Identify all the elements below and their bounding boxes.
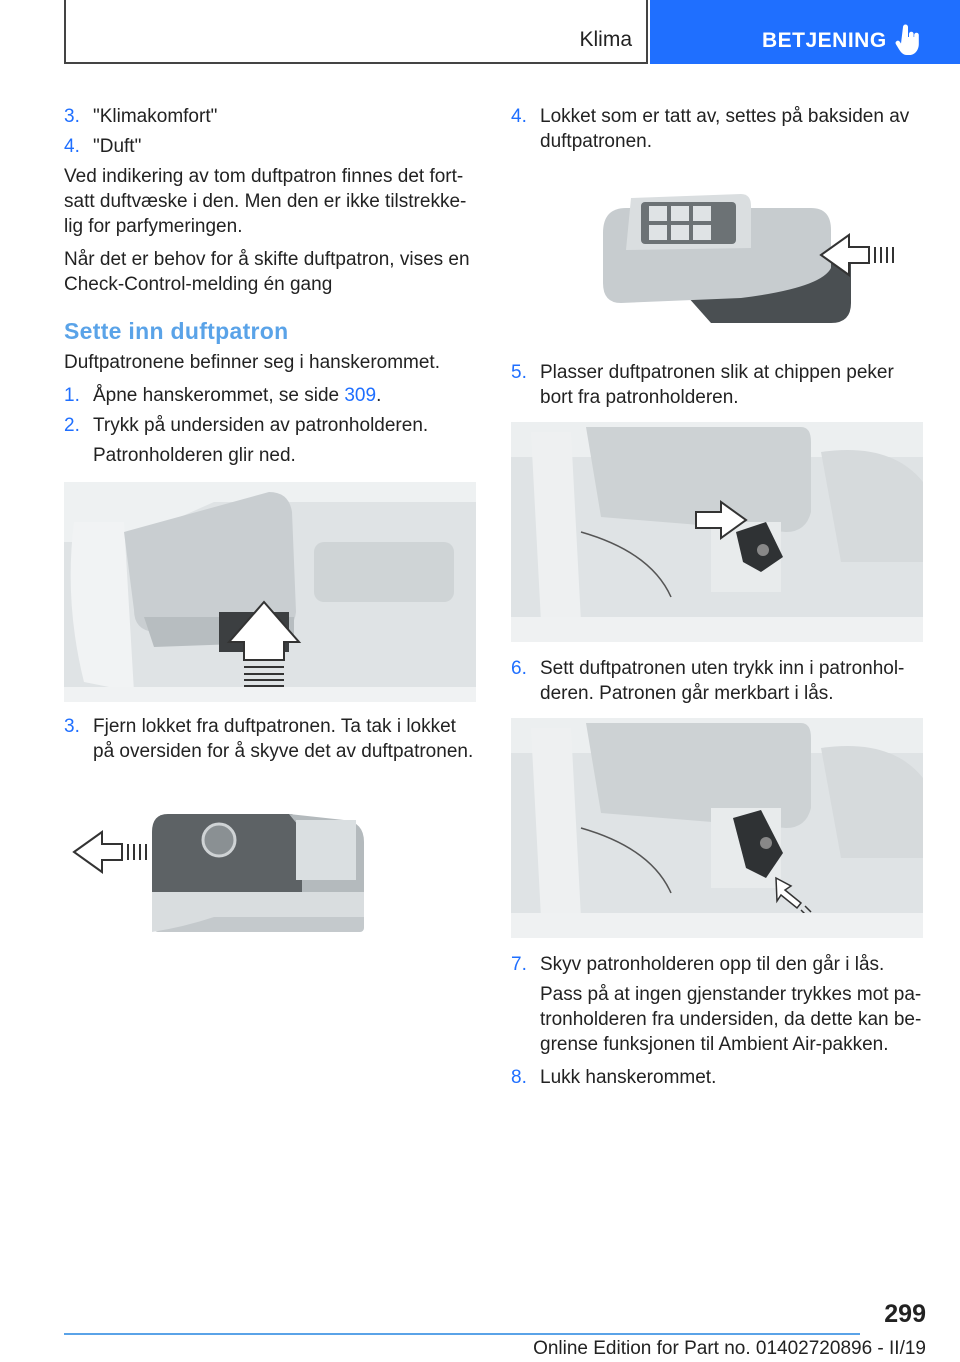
left-column — [64, 104, 476, 972]
hand-pointer-icon — [894, 24, 922, 56]
step-3: 3. Fjern lokket fra duftpatronen. Ta tak i lokket på oversiden for å skyve det av duftpatronen. — [64, 716, 474, 762]
section-heading: Sette inn duftpatron — [64, 318, 289, 344]
paragraph: Når det er behov for å skifte duftpatron, vises en Check-Control-melding én gang — [64, 249, 470, 295]
step-6: 6. Sett duftpatronen uten trykk inn i patronhol-deren. Patronen går merkbart i lås. — [511, 658, 905, 704]
cartridge-placement-image — [511, 422, 923, 642]
edition-footer: Online Edition for Part no. 01402720896 - II/19 — [533, 1338, 926, 1359]
cartridge-lid-removal-image — [64, 792, 476, 972]
step-4: 4. Lokket som er tatt av, settes på baksiden av duftpatronen. — [511, 106, 910, 152]
section-tab[interactable] — [650, 0, 960, 64]
right-column — [511, 104, 923, 1095]
page-number: 299 — [884, 1300, 926, 1328]
step-note: Pass på at ingen gjenstander trykkes mot pa-tronholderen fra undersiden, da dette kan be-grense funksjonen til Ambient Air-pakken. — [540, 984, 922, 1055]
step-2: 2. Trykk på undersiden av patronholderen. — [64, 415, 429, 436]
step-1: 1. Åpne hanskerommet, se side 309. — [64, 385, 382, 406]
list-item: 4. "Duft" — [64, 136, 142, 157]
cartridge-lid-back-image — [511, 188, 923, 338]
paragraph: Ved indikering av tom duftpatron finnes det fort-satt duftvæske i den. Men den er ikke tilstrekke-lig for parfymeringen. — [64, 166, 467, 237]
step-5: 5. Plasser duftpatronen slik at chippen peker bort fra patronholderen. — [511, 362, 894, 408]
page-link[interactable]: 309 — [344, 385, 377, 406]
step-note: Patronholderen glir ned. — [93, 445, 296, 466]
glovebox-holder-image — [64, 482, 476, 702]
list-item: 3. "Klimakomfort" — [64, 106, 218, 127]
intro-paragraph: Duftpatronene befinner seg i hanskerommet. — [64, 352, 440, 373]
header-chapter-box — [64, 0, 648, 64]
cartridge-insert-image — [511, 718, 923, 938]
footer-divider — [64, 1333, 860, 1335]
section-tab-label: BETJENING — [762, 29, 887, 52]
step-8: 8. Lukk hanskerommet. — [511, 1067, 717, 1088]
chapter-title: Klima — [579, 28, 632, 51]
step-7: 7. Skyv patronholderen opp til den går i lås. — [511, 954, 885, 975]
